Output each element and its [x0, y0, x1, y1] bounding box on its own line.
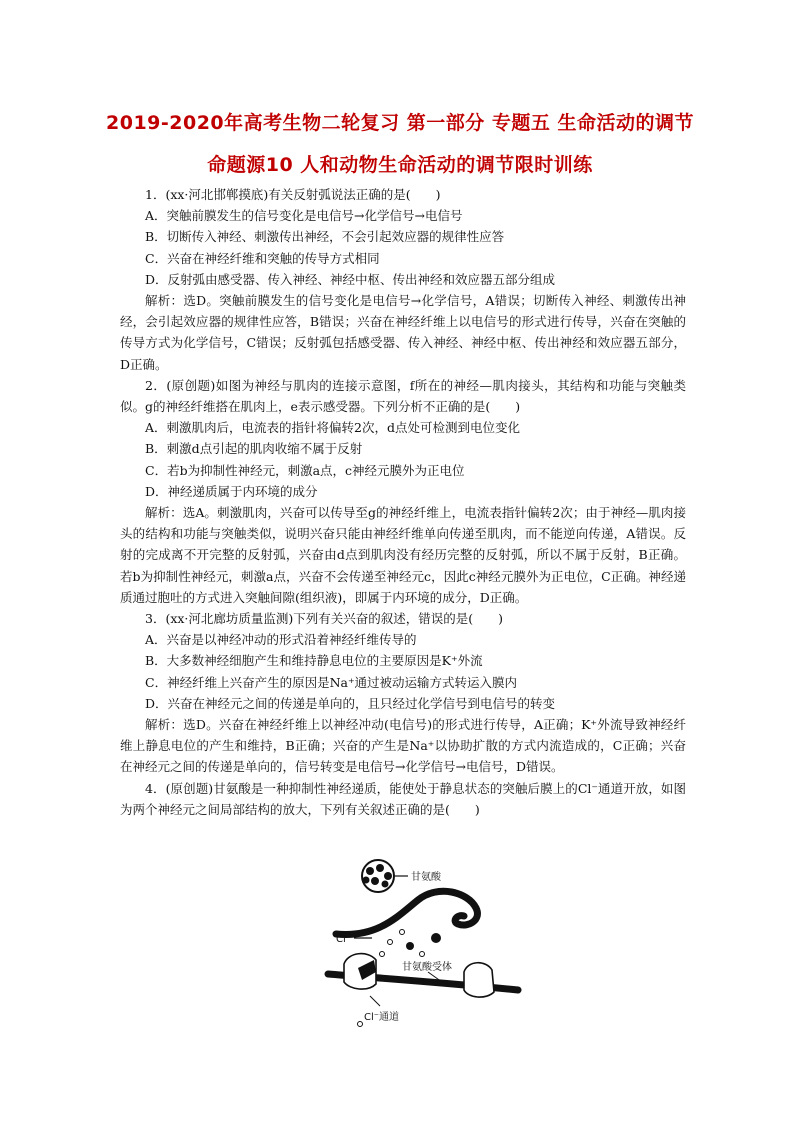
question-1-option-d: D．反射弧由感受器、传入神经、神经中枢、传出神经和效应器五部分组成 [145, 271, 556, 287]
released-glycine [431, 933, 441, 943]
question-2-explanation: 解析：选A。刺激肌肉，兴奋可以传导至g的神经纤维上，电流表指针偏转2次；由于神经—肌肉接头的结构和功能与突触类似，说明兴奋只能由神经纤维单向传递至肌肉，而不能逆向传递，A错误。反射的完成离不开完整的反射弧，兴奋由d点到肌肉没有经历完整的反射弧，所以不属于反射，B正确。若b为抑制性神经元，刺激a点，兴奋不会传递至神经元c，因此c神经元膜外为正电位，C正确。神经递质通过胞吐的方式进入突触间隙(组织液)，即属于内环境的成分，D正确。 [120, 505, 686, 605]
glycine-molecule [384, 872, 392, 880]
question-1-option-b: B．切断传入神经、刺激传出神经，不会引起效应器的规律性应答 [145, 229, 505, 245]
question-3-option-d: D．兴奋在神经元之间的传递是单向的，且只经过化学信号到电信号的转变 [145, 695, 556, 711]
question-2-stem: 2．(原创题)如图为神经与肌肉的连接示意图，f所在的神经—肌肉接头，其结构和功能与突触类似。g的神经纤维搭在肌肉上，e表示感受器。下列分析不正确的是( ) [120, 377, 686, 415]
question-2-option-d: D．神经递质属于内环境的成分 [145, 483, 318, 499]
glycine-molecule [376, 864, 384, 872]
question-3-explanation: 解析：选D。兴奋在神经纤维上以神经冲动(电信号)的形式进行传导，A正确；K⁺外流导致神经纤维上静息电位的产生和维持，B正确；兴奋的产生是Na⁺以协助扩散的方式内流造成的，C正确；兴奋在神经元之间的传递是单向的，信号转变是电信号→化学信号→电信号，D错误。 [120, 717, 686, 775]
question-1-explanation: 解析：选D。突触前膜发生的信号变化是电信号→化学信号，A错误；切断传入神经、刺激传出神经，会引起效应器的规律性应答，B错误；兴奋在神经纤维上以电信号的形式进行传导，兴奋在突触的传导方式为化学信号，C错误；反射弧包括感受器、传入神经、神经中枢、传出神经和效应器五部分，D正确。 [120, 293, 686, 372]
question-3-option-a: A．兴奋是以神经冲动的形式沿着神经纤维传导的 [145, 632, 417, 648]
glycine-label: 甘氨酸 [411, 872, 441, 883]
question-4-stem: 4．(原创题)甘氨酸是一种抑制性神经递质，能使处于静息状态的突触后膜上的Cl⁻通道开放，如图为两个神经元之间局部结构的放大，下列有关叙述正确的是( ) [120, 780, 686, 817]
presynaptic-membrane [336, 891, 477, 934]
question-2-option-a: A．刺激肌肉后，电流表的指针将偏转2次，d点处可检测到电位变化 [145, 420, 520, 436]
receptor-label: 甘氨酸受体 [402, 962, 452, 973]
question-3-option-c: C．神经纤维上兴奋产生的原因是Na⁺通过被动运输方式转运入膜内 [145, 674, 518, 690]
chloride-label: Cl⁻ [336, 934, 352, 945]
chloride-ion [380, 952, 385, 957]
label-pointer [370, 996, 380, 1006]
chloride-ion [388, 940, 393, 945]
document-title-line-1: 2019-2020年高考生物二轮复习 第一部分 专题五 生命活动的调节 [106, 112, 694, 134]
question-2-option-c: C．若b为抑制性神经元，刺激a点，c神经元膜外为正电位 [145, 462, 465, 478]
question-2-option-b: B．刺激d点引起的肌肉收缩不属于反射 [145, 441, 363, 457]
channel-label: Cl⁻通道 [364, 1012, 400, 1023]
document-title-line-2: 命题源10 人和动物生命活动的调节限时训练 [207, 154, 593, 176]
question-3-option-b: B．大多数神经细胞产生和维持静息电位的主要原因是K⁺外流 [145, 653, 483, 669]
glycine-molecule [366, 867, 374, 875]
glycine-molecule [382, 881, 389, 888]
released-glycine [406, 942, 414, 950]
chloride-ion [420, 952, 425, 957]
question-3-stem: 3．(xx·河北廊坊质量监测)下列有关兴奋的叙述，错误的是( ) [145, 611, 504, 627]
glycine-molecule [363, 877, 370, 884]
glycine-molecule [371, 877, 379, 885]
synapse-diagram [318, 856, 528, 1028]
question-1-stem: 1．(xx·河北邯郸摸底)有关反射弧说法正确的是( ) [145, 187, 441, 202]
glycine-receptor-channel [464, 963, 494, 997]
document-body [120, 184, 686, 820]
question-1-option-c: C．兴奋在神经纤维和突触的传导方式相同 [145, 250, 380, 266]
chloride-ion [358, 1022, 363, 1027]
question-1-option-a: A．突触前膜发生的信号变化是电信号→化学信号→电信号 [145, 208, 463, 224]
chloride-ion [400, 930, 405, 935]
